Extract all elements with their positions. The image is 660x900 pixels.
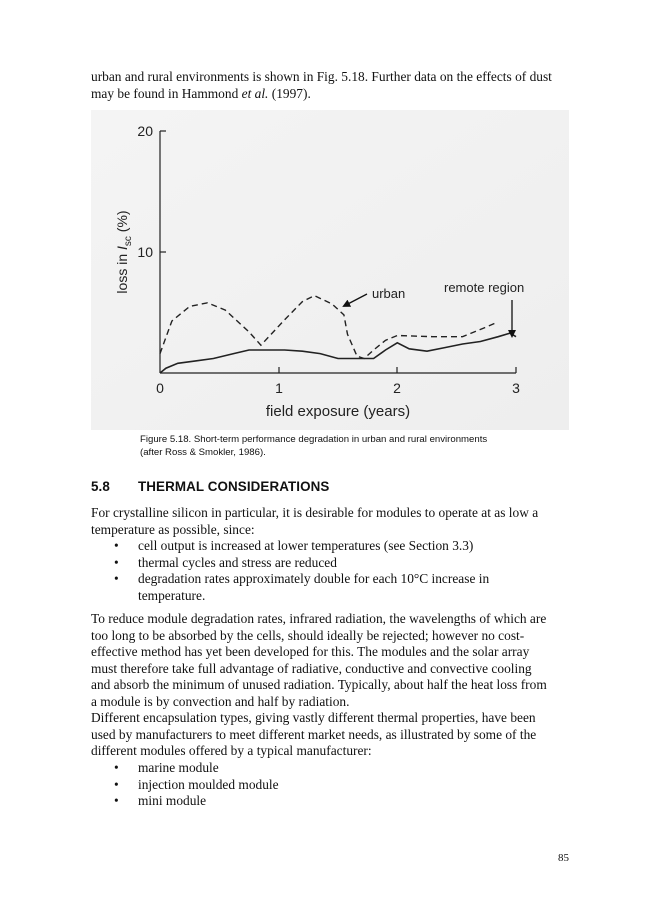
bullet-icon: •: [114, 538, 119, 553]
section-heading: [91, 479, 569, 494]
list1-item-3-line-2: temperature.: [138, 587, 206, 603]
list-item: [114, 555, 534, 572]
y-axis-label-suffix: (%): [114, 210, 130, 237]
figure-caption: [140, 434, 570, 459]
para1-line-2: temperature as possible, since:: [91, 521, 255, 537]
y-tick-label-10: 10: [137, 244, 153, 260]
para2-line-5: and absorb the minimum of unused radiation. Typically, about half the heat loss from: [91, 677, 547, 693]
intro-line-2a: may be found in Hammond: [91, 85, 242, 101]
figure-5-18-chart: [91, 110, 569, 430]
intro-line-1: urban and rural environments is shown in Fig. 5.18. Further data on the effects of dust: [91, 69, 552, 84]
x-tick-label-2: 2: [393, 380, 401, 396]
intro-line-2b: (1997).: [268, 85, 311, 101]
y-axis-label-prefix: loss in: [114, 249, 130, 294]
para2-line-1: To reduce module degradation rates, infrared radiation, the wavelengths of which are: [91, 611, 547, 626]
section-title: THERMAL CONSIDERATIONS: [138, 479, 330, 494]
bullet-icon: •: [114, 554, 119, 570]
annotation-urban: urban: [372, 286, 406, 301]
section-number: 5.8: [91, 479, 110, 494]
y-axis-label-sub: sc: [123, 236, 134, 247]
x-tick-label-0: 0: [156, 380, 164, 396]
list-item: [114, 793, 534, 810]
para2-line-2: too long to be absorbed by the cells, should ideally be rejected; however no cost-: [91, 627, 525, 643]
x-axis-label: field exposure (years): [265, 403, 411, 420]
list2-item-1: marine module: [138, 760, 219, 775]
para2-line-3: effective method has yet been developed for this. The modules and the solar array: [91, 644, 530, 660]
list1-item-2: thermal cycles and stress are reduced: [138, 554, 337, 570]
list-item: [114, 538, 534, 555]
intro-et-al: et al.: [241, 85, 269, 101]
para1-line-1: For crystalline silicon in particular, it is desirable for modules to operate at as low a: [91, 505, 539, 520]
annotation-remote-region: remote region: [444, 280, 525, 295]
paragraph-2: [91, 611, 569, 711]
bullet-list-2: [114, 760, 534, 810]
list1-item-1: cell output is increased at lower temperatures (see Section 3.3): [138, 538, 474, 553]
list2-item-3: mini module: [138, 793, 207, 809]
bullet-list-1: [114, 538, 534, 604]
list2-item-2: injection moulded module: [138, 776, 279, 792]
list1-item-3-line-1: degradation rates approximately double for each 10°C increase in: [138, 571, 490, 587]
para3-line-1: Different encapsulation types, giving vastly different thermal properties, have been: [91, 710, 536, 725]
bullet-icon: •: [114, 760, 119, 775]
intro-paragraph: [91, 69, 569, 102]
list-item: [114, 571, 534, 604]
para3-line-2: used by manufacturers to meet different market needs, as illustrated by some of the: [91, 726, 537, 742]
bullet-icon: •: [114, 571, 119, 587]
figure-caption-line-1: Figure 5.18. Short-term performance degradation in urban and rural environments: [140, 434, 488, 445]
bullet-icon: •: [114, 793, 119, 809]
paragraph-1: [91, 505, 569, 538]
figure-caption-line-2: (after Ross & Smokler, 1986).: [140, 446, 266, 458]
y-tick-label-20: 20: [137, 123, 153, 139]
bullet-icon: •: [114, 776, 119, 792]
page-number: 85: [558, 852, 569, 864]
paragraph-3: [91, 710, 569, 760]
x-tick-label-1: 1: [275, 380, 283, 396]
para3-line-3: different modules offered by a typical manufacturer:: [91, 743, 372, 759]
para2-line-4: must therefore take full advantage of radiative, conductive and convective cooling: [91, 660, 532, 676]
y-axis-label-var: I: [114, 246, 130, 250]
x-tick-label-3: 3: [512, 380, 520, 396]
list-item: [114, 777, 534, 794]
para2-line-6: a module is by convection and half by radiation.: [91, 693, 350, 709]
list-item: [114, 760, 534, 777]
